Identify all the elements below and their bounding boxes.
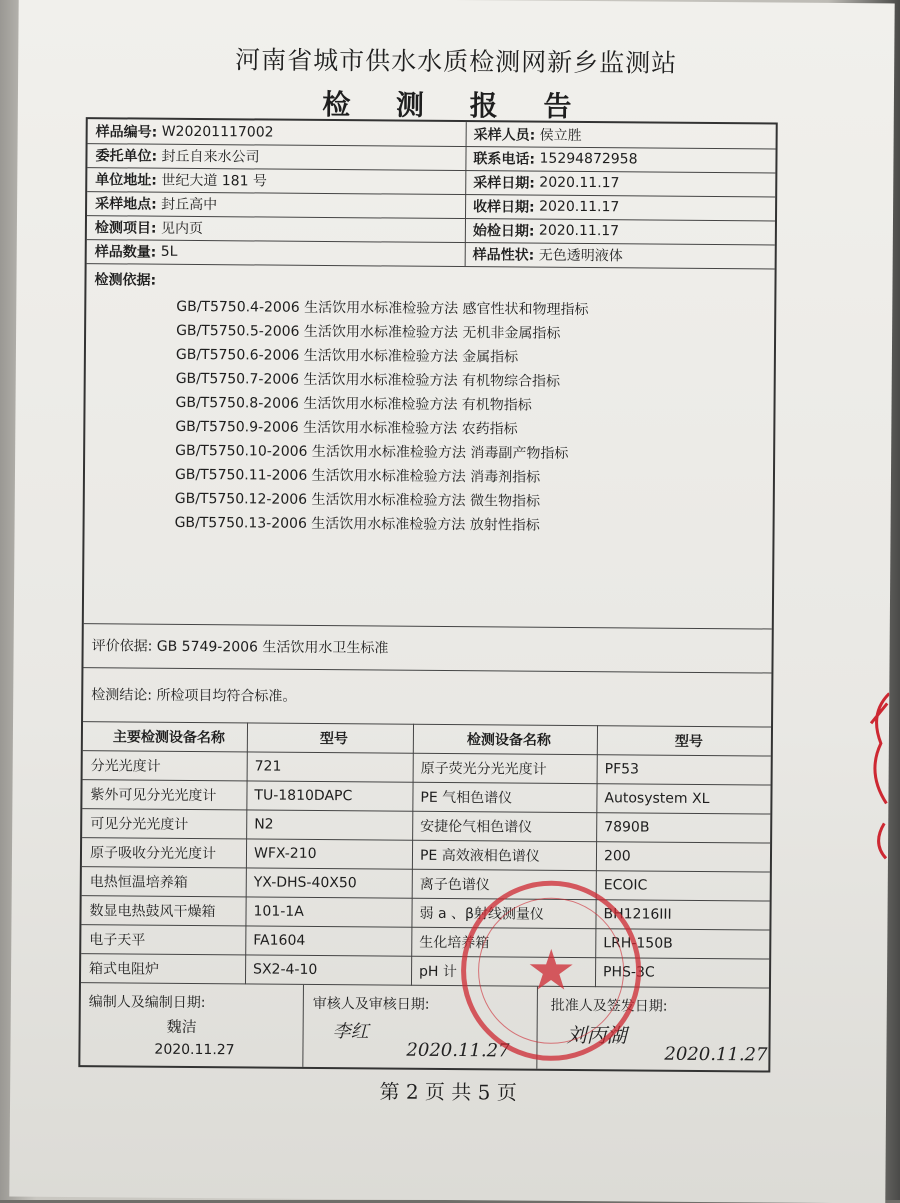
info-label: 始检日期: xyxy=(473,220,535,240)
equipment-model: WFX-210 xyxy=(246,838,412,868)
approver-date: 2020.11.27 xyxy=(664,1044,767,1066)
column-header: 检测设备名称 xyxy=(413,724,597,754)
equipment-model: FA1604 xyxy=(245,925,411,955)
equipment-name: 箱式电阻炉 xyxy=(81,953,245,983)
organization-title: 河南省城市供水水质检测网新乡监测站 xyxy=(18,39,894,82)
equipment-name: 分光光度计 xyxy=(83,750,247,780)
compiler-date: 2020.11.27 xyxy=(154,1042,234,1059)
test-conclusion xyxy=(83,667,771,727)
info-value: 2020.11.17 xyxy=(539,199,619,216)
page-number: 第 2 页 共 5 页 xyxy=(10,1073,886,1109)
standard-item: GB/T5750.6-2006 生活饮用水标准检验方法 金属指标 xyxy=(176,344,518,367)
compiler-box xyxy=(80,983,303,1067)
equipment-table xyxy=(81,721,771,988)
equipment-model: YX-DHS-40X50 xyxy=(246,867,412,897)
info-value: 封丘高中 xyxy=(161,194,217,214)
equipment-name: pH 计 xyxy=(411,956,595,986)
equipment-model: LRH-150B xyxy=(595,928,771,958)
info-value: 侯立胜 xyxy=(540,125,582,145)
equipment-model: 200 xyxy=(596,841,772,871)
compiler-name: 魏洁 xyxy=(167,1016,197,1037)
equipment-model: 7890B xyxy=(596,812,772,842)
info-label: 样品数量: xyxy=(95,241,157,261)
report-page xyxy=(9,0,894,1203)
seal-star-icon: ★ xyxy=(526,938,577,1003)
equipment-name: 弱 a 、β射线测量仪 xyxy=(411,898,595,928)
equipment-name: 安捷伦气相色谱仪 xyxy=(412,811,596,841)
equipment-name: 紫外可见分光光度计 xyxy=(82,779,246,809)
equipment-name: PE 气相色谱仪 xyxy=(412,782,596,812)
equipment-model: 101-1A xyxy=(245,896,411,926)
info-label: 检测项目: xyxy=(95,217,157,237)
equipment-name: 原子吸收分光光度计 xyxy=(82,837,246,867)
test-basis-title: 检测依据: xyxy=(94,269,156,289)
equipment-model: ECOIC xyxy=(596,870,772,900)
reviewer-date: 2020.11.27 xyxy=(406,1040,509,1062)
equipment-model: SX2-4-10 xyxy=(245,954,411,984)
standard-item: GB/T5750.7-2006 生活饮用水标准检验方法 有机物综合指标 xyxy=(176,368,560,391)
equipment-name: 生化培养箱 xyxy=(411,927,595,957)
info-value: W20201117002 xyxy=(162,124,274,141)
approver-signature: 刘丙湖 xyxy=(566,1019,626,1048)
standard-item: GB/T5750.10-2006 生活饮用水标准检验方法 消毒副产物指标 xyxy=(175,440,568,463)
standard-item: GB/T5750.11-2006 生活饮用水标准检验方法 消毒剂指标 xyxy=(175,464,540,487)
edge-seal-fragment xyxy=(858,683,889,863)
info-label: 采样地点: xyxy=(95,193,157,213)
standard-item: GB/T5750.4-2006 生活饮用水标准检验方法 感官性状和物理指标 xyxy=(176,296,588,319)
conclusion-text: 检测结论: 所检项目均符合标准。 xyxy=(83,667,771,726)
report-title: 检 测 报 告 xyxy=(18,81,894,128)
equipment-model: 721 xyxy=(247,751,413,781)
standard-item: GB/T5750.5-2006 生活饮用水标准检验方法 无机非金属指标 xyxy=(176,320,560,343)
equipment-model: PF53 xyxy=(597,754,773,784)
standard-item: GB/T5750.12-2006 生活饮用水标准检验方法 微生物指标 xyxy=(175,488,540,511)
evaluation-text: 评价依据: GB 5749-2006 生活饮用水卫生标准 xyxy=(83,623,771,672)
info-label: 采样日期: xyxy=(473,172,535,192)
info-value: 无色透明液体 xyxy=(539,245,623,266)
info-label: 收样日期: xyxy=(473,196,535,216)
test-basis-section xyxy=(84,263,775,629)
equipment-name: 电子天平 xyxy=(81,924,245,954)
column-header: 主要检测设备名称 xyxy=(83,721,247,751)
evaluation-basis xyxy=(83,623,771,673)
info-label: 样品性状: xyxy=(473,244,535,264)
column-header: 型号 xyxy=(247,722,413,752)
info-value: 封丘自来水公司 xyxy=(161,146,259,167)
reviewer-label: 审核人及审核日期: xyxy=(313,993,430,1014)
info-label: 联系电话: xyxy=(473,148,535,168)
standard-item: GB/T5750.13-2006 生活饮用水标准检验方法 放射性指标 xyxy=(175,512,540,535)
equipment-model: PHS-3C xyxy=(595,957,771,987)
report-table xyxy=(78,117,777,1072)
equipment-model: Autosystem XL xyxy=(596,783,772,813)
signature-section xyxy=(80,983,769,1070)
info-label: 样品编号: xyxy=(96,121,158,141)
equipment-model: N2 xyxy=(246,809,412,839)
info-label: 单位地址: xyxy=(95,169,157,189)
reviewer-signature: 李红 xyxy=(333,1017,369,1043)
info-value: 5L xyxy=(161,244,178,260)
compiler-label: 编制人及编制日期: xyxy=(89,991,206,1012)
approver-label: 批准人及签发日期: xyxy=(551,995,668,1016)
equipment-name: 电热恒温培养箱 xyxy=(82,866,246,896)
equipment-name: 数显电热鼓风干燥箱 xyxy=(81,895,245,925)
info-value: 2020.11.17 xyxy=(539,223,619,240)
equipment-name: PE 高效液相色谱仪 xyxy=(412,840,596,870)
info-label: 采样人员: xyxy=(474,124,536,144)
info-value: 世纪大道 181 号 xyxy=(161,170,267,191)
equipment-model: BH1216III xyxy=(595,899,771,929)
column-header: 型号 xyxy=(597,725,773,755)
info-value: 15294872958 xyxy=(539,151,637,168)
standard-item: GB/T5750.8-2006 生活饮用水标准检验方法 有机物指标 xyxy=(175,392,531,415)
equipment-model: TU-1810DAPC xyxy=(246,780,412,810)
info-label: 委托单位: xyxy=(95,145,157,165)
official-seal xyxy=(460,880,641,1061)
equipment-name: 离子色谱仪 xyxy=(412,869,596,899)
info-value: 见内页 xyxy=(161,218,203,238)
equipment-name: 原子荧光分光光度计 xyxy=(413,753,597,783)
equipment-name: 可见分光光度计 xyxy=(82,808,246,838)
info-value: 2020.11.17 xyxy=(539,175,619,192)
standard-item: GB/T5750.9-2006 生活饮用水标准检验方法 农药指标 xyxy=(175,416,517,439)
